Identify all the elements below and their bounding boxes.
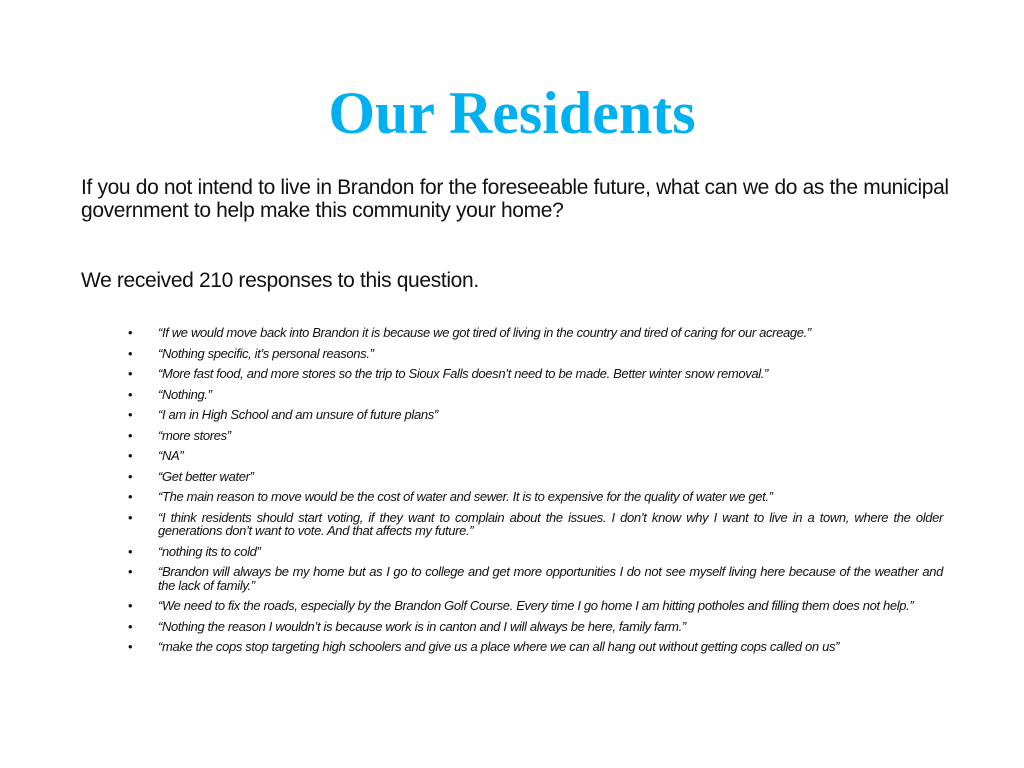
bullet-icon: •: [128, 509, 133, 525]
bullet-icon: •: [128, 618, 133, 634]
bullet-icon: •: [128, 366, 133, 381]
list-item: [128, 429, 943, 443]
bullet-icon: •: [128, 489, 133, 504]
list-item: [128, 490, 943, 504]
list-item: [128, 388, 943, 402]
response-text: “Get better water”: [158, 468, 254, 484]
response-text: “Nothing.”: [158, 386, 212, 402]
list-item: [128, 367, 943, 381]
response-text: “more stores”: [158, 427, 231, 443]
response-text: “More fast food, and more stores so the trip to Sioux Falls doesn’t need to be made. Better winter snow removal.”: [158, 366, 769, 381]
response-text: “We need to fix the roads, especially by the Brandon Golf Course. Every time I go home I am hitting potholes and filling them does not help.”: [158, 598, 914, 613]
survey-question: If you do not intend to live in Brandon for the foreseeable future, what can we do as the municipal government to help make this community your home?: [81, 176, 949, 222]
response-text: “I am in High School and am unsure of future plans”: [158, 407, 438, 422]
list-item: [128, 449, 943, 463]
response-list: [128, 326, 943, 661]
bullet-icon: •: [128, 564, 133, 579]
bullet-icon: •: [128, 325, 133, 340]
list-item: [128, 599, 943, 613]
response-text: “The main reason to move would be the cost of water and sewer. It is to expensive for the quality of water we get.”: [158, 489, 773, 504]
list-item: [128, 620, 943, 634]
list-item: [128, 326, 943, 340]
bullet-icon: •: [128, 639, 133, 654]
response-text: “nothing its to cold”: [158, 543, 261, 559]
bullet-icon: •: [128, 427, 133, 443]
list-item: [128, 640, 943, 654]
bullet-icon: •: [128, 598, 133, 613]
response-text: “Nothing the reason I wouldn’t is because work is in canton and I will always be here, family farm.”: [158, 618, 686, 634]
list-item: [128, 408, 943, 422]
list-item: [128, 565, 943, 592]
bullet-icon: •: [128, 543, 133, 559]
response-text: “Brandon will always be my home but as I go to college and get more opportunities I do not see myself living here because of the weather and the lack of family.”: [158, 564, 943, 593]
list-item: [128, 511, 943, 538]
response-text: “I think residents should start voting, if they want to complain about the issues. I don’t know why I want to live in a town, where the older generations don’t want to vote. And that affects my future.”: [158, 509, 943, 538]
bullet-icon: •: [128, 345, 133, 361]
list-item: [128, 347, 943, 361]
list-item: [128, 470, 943, 484]
response-text: “Nothing specific, it’s personal reasons.”: [158, 345, 374, 361]
response-count: We received 210 responses to this question.: [81, 269, 479, 292]
response-text: “If we would move back into Brandon it is because we got tired of living in the country and tired of caring for our acreage.”: [158, 325, 811, 340]
response-text: “NA”: [158, 448, 184, 463]
bullet-icon: •: [128, 386, 133, 402]
bullet-icon: •: [128, 468, 133, 484]
list-item: [128, 545, 943, 559]
slide-title: Our Residents: [328, 80, 696, 146]
bullet-icon: •: [128, 407, 133, 422]
response-text: “make the cops stop targeting high schoolers and give us a place where we can all hang out without getting cops called on us”: [158, 639, 840, 654]
bullet-icon: •: [128, 448, 133, 463]
